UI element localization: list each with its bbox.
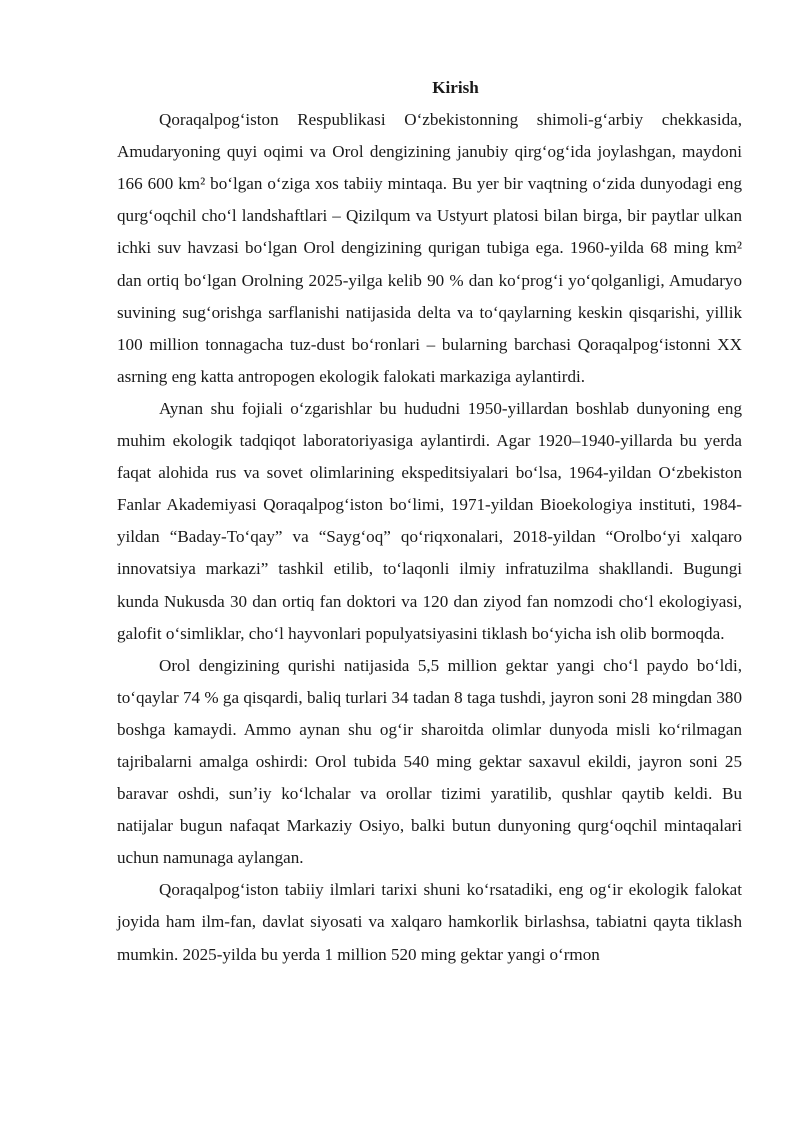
paragraph-1: Qoraqalpogʻiston Respublikasi Oʻzbekistonning shimoli-gʻarbiy chekkasida, Amudaryoning quyi oqimi va Orol dengizining janubiy qirgʻogʻida joylashgan, maydoni 166 600 km² boʻlgan oʻziga xos tabiiy mintaqa. Bu yer bir vaqtning oʻzida dunyodagi eng qurgʻoqchil choʻl landshaftlari – Qizilqum va Ustyurt platosi bilan birga, bir paytlar ulkan ichki suv havzasi boʻlgan Orol dengizining qurigan tubiga ega. 1960-yilda 68 ming km² dan ortiq boʻlgan Orolning 2025-yilga kelib 90 % dan koʻprogʻi yoʻqolganligi, Amudaryo suvining sugʻorishga sarflanishi natijasida delta va toʻqaylarning keskin qisqarishi, yillik 100 million tonnagacha tuz-dust boʻronlari – bularning barchasi Qoraqalpogʻistonni XX asrning eng katta antropogen ekologik falokati markaziga aylantirdi.	[117, 110, 742, 386]
document-body	[117, 72, 742, 971]
document-title: Kirish	[432, 78, 479, 97]
paragraph-3: Orol dengizining qurishi natijasida 5,5 million gektar yangi choʻl paydo boʻldi, toʻqaylar 74 % ga qisqardi, baliq turlari 34 tadan 8 taga tushdi, jayron soni 28 mingdan 380 boshga kamaydi. Ammo aynan shu ogʻir sharoitda olimlar dunyoda misli koʻrilmagan tajribalarni amalga oshirdi: Orol tubida 540 ming gektar saxavul ekildi, jayron soni 25 baravar oshdi, sunʼiy koʻlchalar va orollar tizimi yaratilib, qushlar qaytib keldi. Bu natijalar bugun nafaqat Markaziy Osiyo, balki butun dunyoning qurgʻoqchil mintaqalari uchun namunaga aylangan.	[117, 655, 742, 868]
paragraph-4: Qoraqalpogʻiston tabiiy ilmlari tarixi shuni koʻrsatadiki, eng ogʻir ekologik falokat joyida ham ilm-fan, davlat siyosati va xalqaro hamkorlik birlashsa, tabiatni qayta tiklash mumkin. 2025-yilda bu yerda 1 million 520 ming gektar yangi oʻrmon	[117, 880, 742, 964]
paragraph-2: Aynan shu fojiali oʻzgarishlar bu hududni 1950-yillardan boshlab dunyoning eng muhim ekologik tadqiqot laboratoriyasiga aylantirdi. Agar 1920–1940-yillarda bu yerda faqat alohida rus va sovet olimlarining ekspeditsiyalari boʻlsa, 1964-yildan Oʻzbekiston Fanlar Akademiyasi Qoraqalpogʻiston boʻlimi, 1971-yildan Bioekologiya instituti, 1984-yildan “Baday-Toʻqay” va “Saygʻoq” qoʻriqxonalari, 2018-yildan “Orolboʻyi xalqaro innovatsiya markazi” tashkil etilib, toʻlaqonli ilmiy infratuzilma shakllandi. Bugungi kunda Nukusda 30 dan ortiq fan doktori va 120 dan ziyod fan nomzodi choʻl ekologiyasi, galofit oʻsimliklar, choʻl hayvonlari populyatsiyasini tiklash boʻyicha ish olib bormoqda.	[117, 398, 742, 643]
